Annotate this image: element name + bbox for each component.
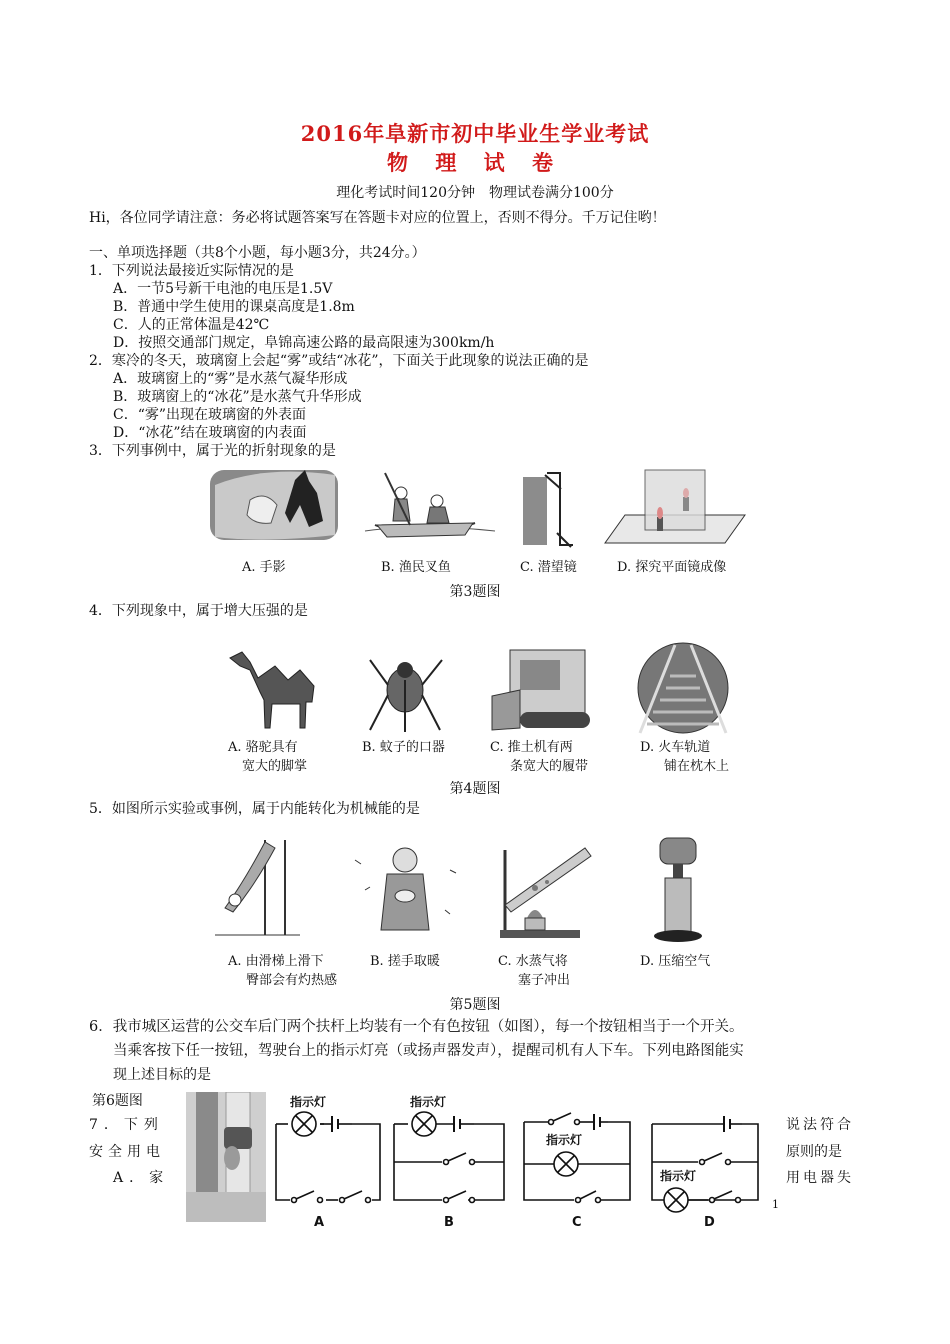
q4-caption-a-line2: 宽大的脚掌 — [242, 759, 308, 774]
slide-image — [215, 840, 300, 935]
q1-option-c: C．人的正常体温是42℃ — [113, 317, 270, 333]
q2-option-a: A．玻璃窗上的“雾”是水蒸气凝华形成 — [113, 371, 348, 387]
q2-option-b: B．玻璃窗上的“冰花”是水蒸气升华形成 — [113, 389, 362, 405]
steam-test-tube-image — [500, 848, 591, 938]
notice: Hi，各位同学请注意：务必将试题答案写在答题卡对应的位置上，否则不得分。千万记住哟！ — [89, 210, 666, 226]
q3-caption-b: B. 渔民叉鱼 — [381, 560, 451, 575]
q1-option-d: D．按照交通部门规定，阜锦高速公路的最高限速为300km/h — [113, 335, 495, 351]
q2-stem: 2．寒冷的冬天，玻璃窗上会起“雾”或结“冰花”，下面关于此现象的说法正确的是 — [89, 353, 589, 369]
q7-right-line1: 说法符合 — [786, 1117, 854, 1133]
q3-caption-c: C. 潜望镜 — [520, 560, 577, 575]
camel-image — [230, 652, 314, 728]
mosquito-image — [370, 660, 442, 732]
circuit-a — [276, 1112, 380, 1203]
q5-caption-c — [498, 950, 570, 988]
circuit-d-lamp-label: 指示灯 — [660, 1169, 697, 1183]
q6-figure-title: 第6题图 — [92, 1093, 143, 1109]
page-mark: 1 — [772, 1198, 779, 1211]
q4-caption-c — [490, 736, 588, 774]
q7-right-line3: 用电器失 — [786, 1170, 854, 1186]
q4-caption-a-line1: A. 骆驼具有 — [228, 740, 298, 755]
q4-caption-d-line1: D. 火车轨道 — [640, 740, 711, 755]
exam-info: 理化考试时间120分钟 物理试卷满分100分 — [336, 185, 614, 201]
q5-caption-b: B. 搓手取暖 — [370, 954, 440, 969]
q4-figures — [220, 640, 740, 735]
q7-left-line3: A．家 — [113, 1170, 170, 1186]
q3-figures — [205, 465, 755, 550]
bulldozer-image — [492, 650, 590, 730]
circuit-b-lamp-label: 指示灯 — [410, 1095, 447, 1109]
q4-caption-c-line1: C. 推土机有两 — [490, 740, 573, 755]
q6-line1: 6．我市城区运营的公交车后门两个扶杆上均装有一个有色按钮（如图），每一个按钮相当于一个开关。 — [89, 1019, 744, 1035]
exam-title: 2016年阜新市初中毕业生学业考试 — [300, 121, 650, 146]
q3-figure-title: 第3题图 — [449, 584, 501, 600]
q4-caption-b: B. 蚊子的口器 — [362, 740, 445, 755]
circuit-a-label: A — [314, 1215, 325, 1230]
q5-caption-a — [228, 950, 337, 988]
q5-figure-title: 第5题图 — [449, 997, 501, 1013]
circuit-c-label: C — [572, 1215, 582, 1230]
circuit-b — [394, 1112, 504, 1203]
circuit-d-label: D — [704, 1215, 715, 1230]
q1-option-a: A．一节5号新干电池的电压是1.5V — [113, 281, 333, 297]
q4-stem: 4．下列现象中，属于增大压强的是 — [89, 603, 308, 619]
q3-caption-d: D. 探究平面镜成像 — [617, 560, 727, 575]
circuit-c — [524, 1113, 630, 1203]
q4-caption-a — [228, 736, 307, 774]
q5-stem: 5．如图所示实验或事例，属于内能转化为机械能的是 — [89, 801, 420, 817]
hand-shadow-image — [210, 470, 338, 540]
q7-left-line2: 安全用电 — [89, 1144, 165, 1160]
circuit-c-lamp-label: 指示灯 — [546, 1133, 583, 1147]
railway-image — [638, 643, 728, 733]
bus-button-photo — [186, 1092, 266, 1222]
q1-stem: 1．下列说法最接近实际情况的是 — [89, 263, 294, 279]
q6-circuits — [268, 1092, 768, 1232]
circuit-a-lamp-label: 指示灯 — [290, 1095, 327, 1109]
q1-option-b: B．普通中学生使用的课桌高度是1.8m — [113, 299, 355, 315]
q5-figures — [205, 830, 745, 945]
q4-figure-title: 第4题图 — [449, 781, 501, 797]
periscope-image — [523, 473, 573, 547]
plane-mirror-image — [605, 470, 745, 543]
circuit-b-label: B — [444, 1215, 454, 1230]
q7-right-line2: 原则的是 — [786, 1144, 842, 1160]
q7-left-line1: 7．下列 — [89, 1117, 164, 1133]
fisherman-image — [365, 473, 495, 537]
q5-caption-c-line2: 塞子冲出 — [518, 973, 571, 988]
exam-subtitle: 物 理 试 卷 — [387, 150, 563, 175]
q4-caption-d-line2: 铺在枕木上 — [664, 759, 730, 774]
q2-option-d: D．“冰花”结在玻璃窗的内表面 — [113, 425, 307, 441]
section-heading: 一、单项选择题（共8个小题，每小题3分，共24分。） — [89, 245, 426, 261]
q5-caption-d: D. 压缩空气 — [640, 954, 711, 969]
q4-caption-d — [640, 736, 729, 774]
q4-caption-c-line2: 条宽大的履带 — [510, 759, 589, 774]
circuit-d — [652, 1116, 758, 1212]
rubbing-hands-image — [355, 848, 456, 930]
q6-line3: 现上述目标的是 — [113, 1067, 211, 1083]
q3-caption-a: A. 手影 — [242, 560, 286, 575]
q5-caption-a-line1: A. 由滑梯上滑下 — [228, 954, 324, 969]
q2-option-c: C．“雾”出现在玻璃窗的外表面 — [113, 407, 307, 423]
q3-stem: 3．下列事例中，属于光的折射现象的是 — [89, 443, 336, 459]
q6-line2: 当乘客按下任一按钮，驾驶台上的指示灯亮（或扬声器发声），提醒司机有人下车。下列电路图能实 — [113, 1043, 744, 1059]
q5-caption-a-line2: 臀部会有灼热感 — [246, 973, 338, 988]
air-pump-image — [654, 838, 702, 942]
q5-caption-c-line1: C. 水蒸气将 — [498, 954, 568, 969]
